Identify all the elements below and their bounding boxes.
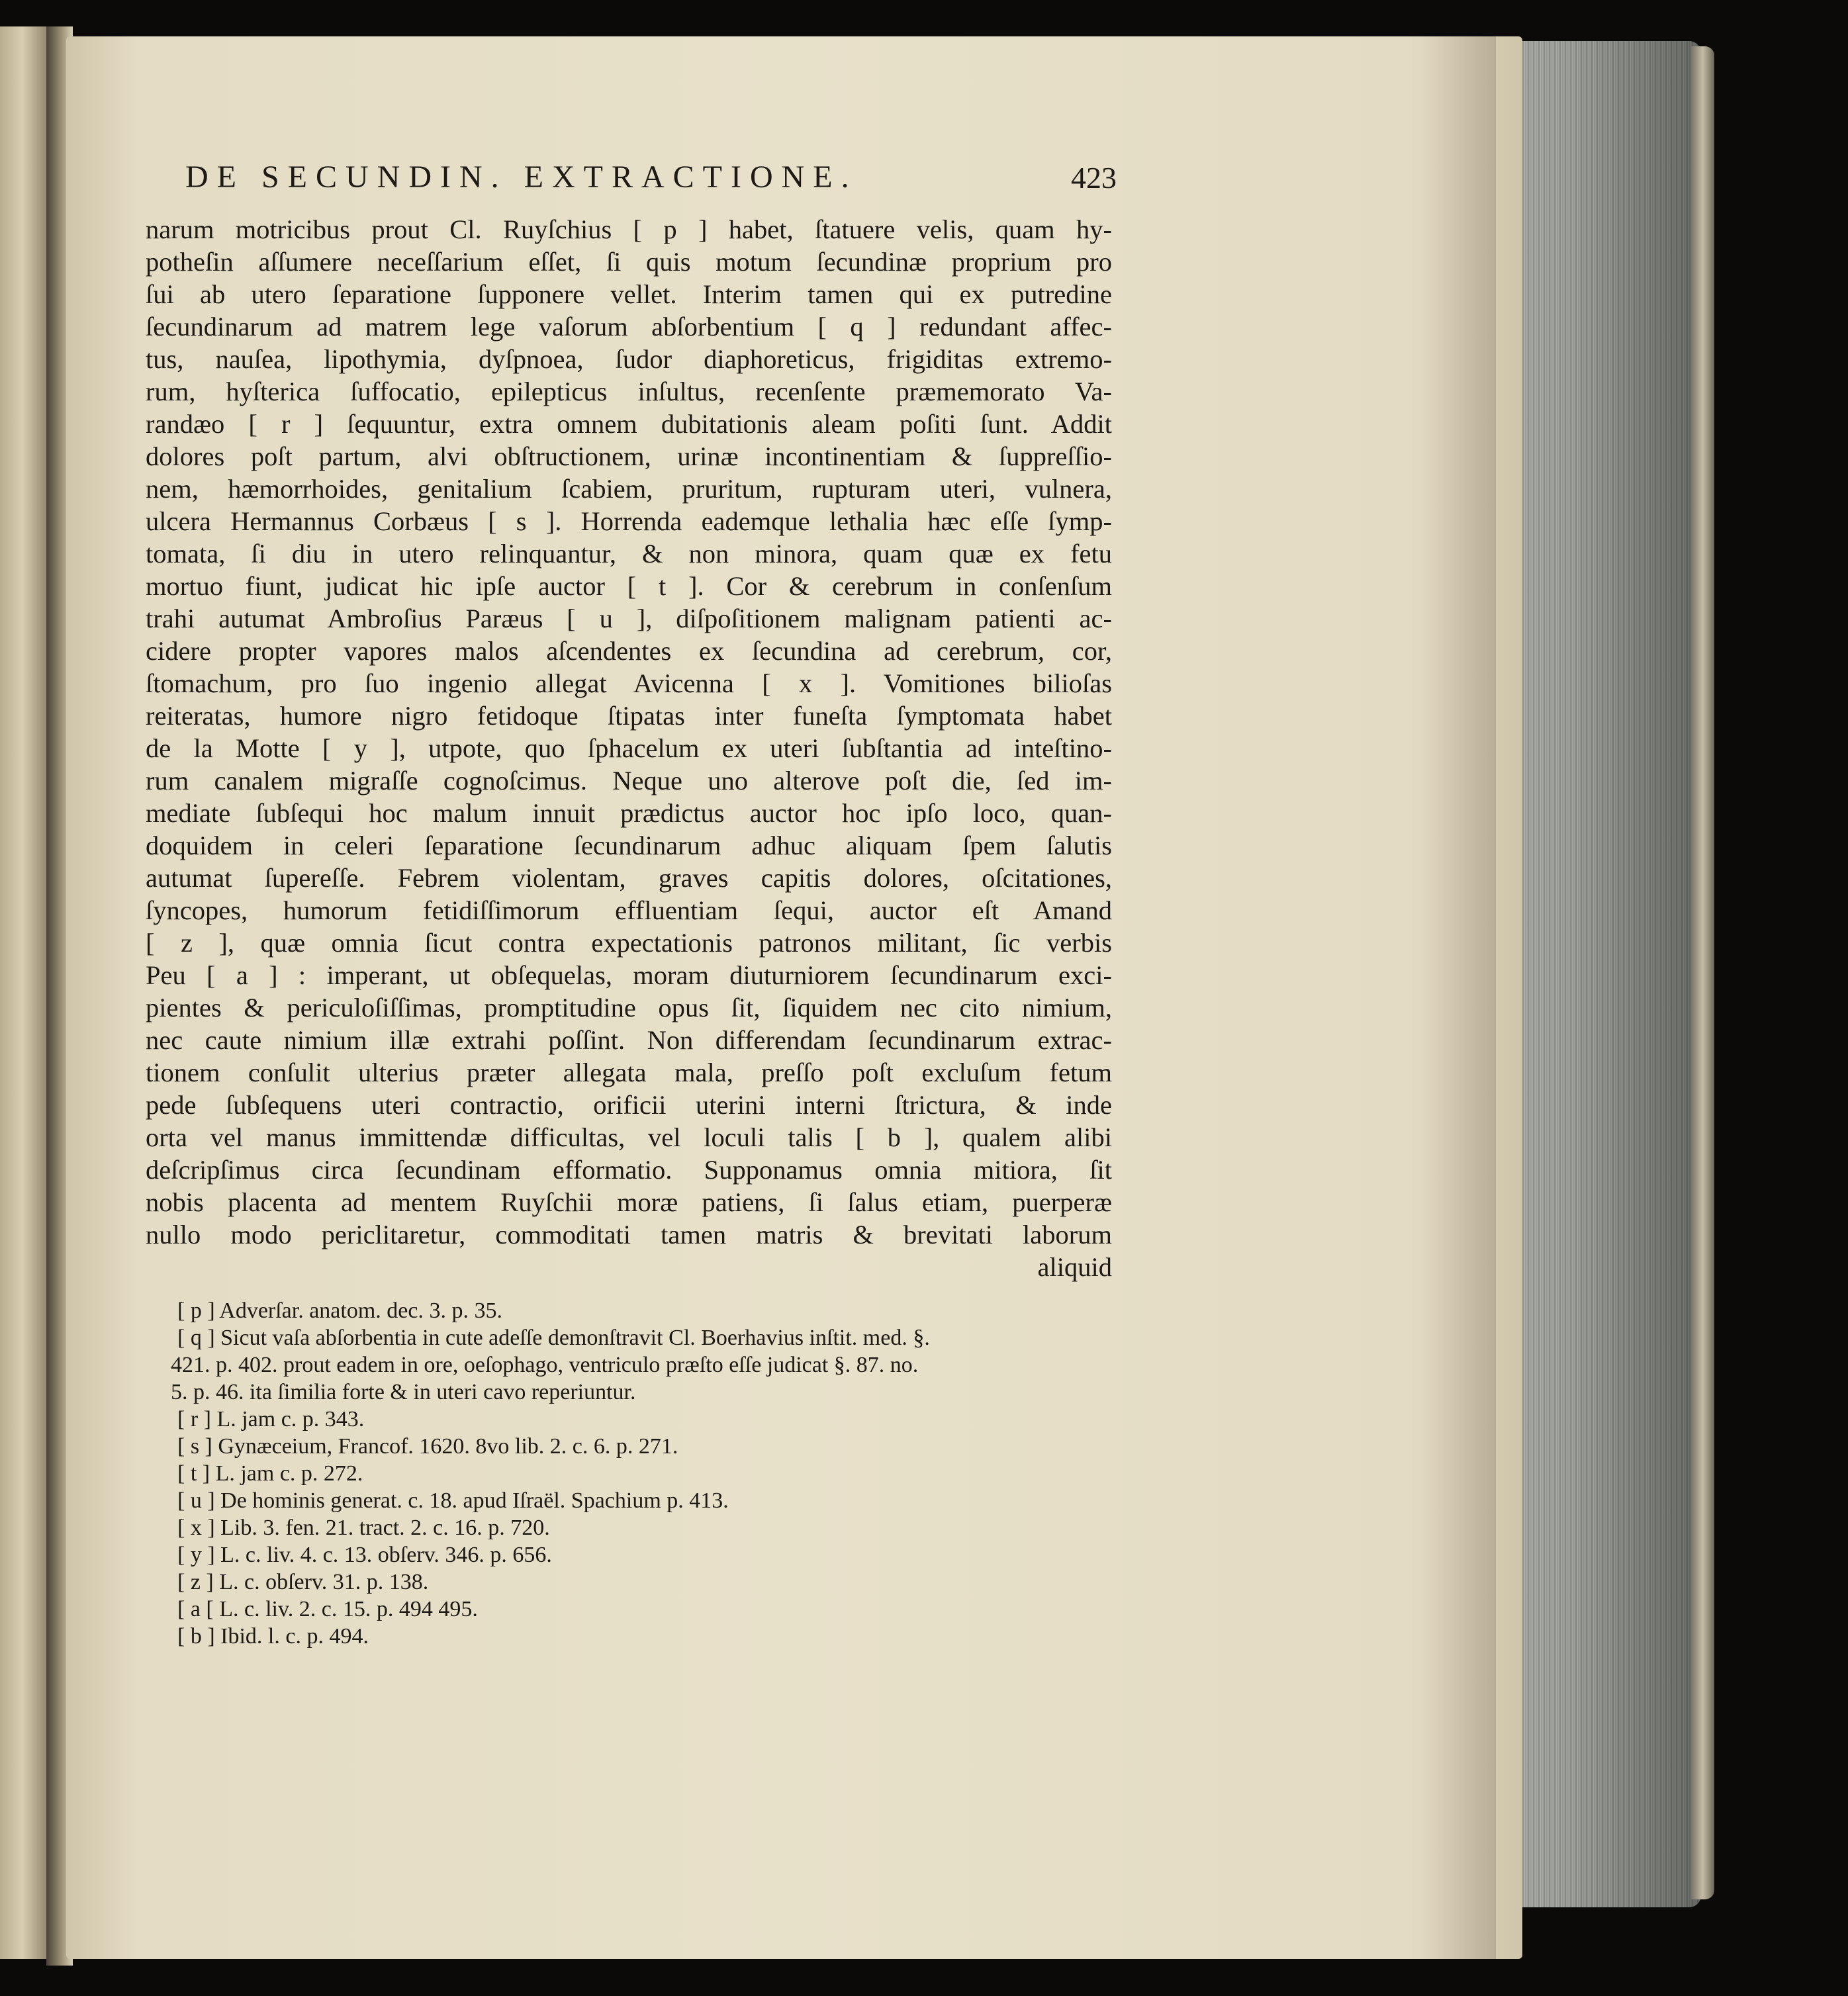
body-line: pede ſubſequens uteri contractio, orificii uterini interni ſtrictura, & inde [146, 1090, 1112, 1120]
footnote-continuation: 5. p. 46. ita ſimilia forte & in uteri cavo reperiuntur. [171, 1380, 636, 1404]
footnote: [ r ] L. jam c. p. 343. [177, 1407, 365, 1431]
footnote: [ a [ L. c. liv. 2. c. 15. p. 494 495. [177, 1597, 478, 1621]
body-line: ſtomachum, pro ſuo ingenio allegat Avicenna [ x ]. Vomitiones bilioſas [146, 668, 1112, 698]
footnote: [ t ] L. jam c. p. 272. [177, 1461, 363, 1486]
page-number: 423 [1071, 161, 1117, 195]
body-line: tomata, ſi diu in utero relinquantur, & non minora, quam quæ ex fetu [146, 539, 1112, 568]
body-line: randæo [ r ] ſequuntur, extra omnem dubitationis aleam poſiti ſunt. Addit [146, 409, 1112, 439]
body-line: tus, nauſea, lipothymia, dyſpnoea, ſudor diaphoreticus, frigiditas extremo- [146, 344, 1112, 374]
footnote: [ p ] Adverſar. anatom. dec. 3. p. 35. [177, 1298, 502, 1323]
body-line: mediate ſubſequi hoc malum innuit prædictus auctor hoc ipſo loco, quan- [146, 798, 1112, 828]
body-line: nullo modo periclitaretur, commoditati tamen matris & brevitati laborum [146, 1220, 1112, 1249]
footnote-continuation: 421. p. 402. prout eadem in ore, oeſophago, ventriculo præſto eſſe judicat §. 87. no. [171, 1353, 919, 1377]
body-line: ſyncopes, humorum fetidiſſimorum effluentiam ſequi, auctor eſt Amand [146, 895, 1112, 925]
previous-page-edge [0, 26, 50, 1959]
body-line: autumat ſupereſſe. Febrem violentam, graves capitis dolores, oſcitationes, [146, 863, 1112, 893]
footnote: [ s ] Gynæceium, Francof. 1620. 8vo lib. 2. c. 6. p. 271. [177, 1434, 678, 1459]
footnote: [ x ] Lib. 3. fen. 21. tract. 2. c. 16. p. 720. [177, 1516, 550, 1540]
body-line: doquidem in celeri ſeparatione ſecundinarum adhuc aliquam ſpem ſalutis [146, 831, 1112, 860]
body-line: ſecundinarum ad matrem lege vaſorum abſorbentium [ q ] redundant affec- [146, 312, 1112, 341]
body-line: nem, hæmorrhoides, genitalium ſcabiem, pruritum, rupturam uteri, vulnera, [146, 474, 1112, 504]
body-line: cidere propter vapores malos aſcendentes ex ſecundina ad cerebrum, cor, [146, 636, 1112, 666]
footnotes [171, 1297, 1117, 1650]
body-line: orta vel manus immittendæ difficultas, vel loculi talis [ b ], qualem alibi [146, 1122, 1112, 1152]
body-line: narum motricibus prout Cl. Ruyſchius [ p ] habet, ſtatuere velis, quam hy- [146, 214, 1112, 244]
body-line: deſcripſimus circa ſecundinam efformatio. Supponamus omnia mitiora, ſit [146, 1155, 1112, 1185]
footnote: [ u ] De hominis generat. c. 18. apud Iſraël. Spachium p. 413. [177, 1488, 729, 1513]
body-line: rum canalem migraſſe cognoſcimus. Neque uno alterove poſt die, ſed im- [146, 766, 1112, 795]
catchword: aliquid [1037, 1252, 1112, 1282]
body-line: trahi autumat Ambroſius Paræus [ u ], diſpoſitionem malignam patienti ac- [146, 604, 1112, 633]
body-line: potheſin aſſumere neceſſarium eſſet, ſi quis motum ſecundinæ proprium pro [146, 247, 1112, 277]
body-line: reiteratas, humore nigro fetidoque ſtipatas inter funeſta ſymptomata habet [146, 701, 1112, 731]
book-cover-edge [1691, 46, 1714, 1899]
running-title: DE SECUNDIN. EXTRACTIONE. [185, 159, 858, 195]
body-text [146, 213, 1112, 1283]
body-line: ſui ab utero ſeparatione ſupponere vellet. Interim tamen qui ex putredine [146, 279, 1112, 309]
body-line: nobis placenta ad mentem Ruyſchii moræ patiens, ſi ſalus etiam, puerperæ [146, 1187, 1112, 1217]
body-line: tionem conſulit ulterius præter allegata mala, preſſo poſt excluſum fetum [146, 1058, 1112, 1087]
footnote: [ b ] Ibid. l. c. p. 494. [177, 1624, 369, 1649]
body-line: rum, hyſterica ſuffocatio, epilepticus inſultus, recenſente præmemorato Va- [146, 377, 1112, 406]
body-line: de la Motte [ y ], utpote, quo ſphacelum ex uteri ſubſtantia ad inteſtino- [146, 733, 1112, 763]
body-line: pientes & periculoſiſſimas, promptitudine opus ſit, ſiquidem nec cito nimium, [146, 993, 1112, 1022]
page-curve-shadow [1423, 36, 1496, 1959]
footnote: [ z ] L. c. obſerv. 31. p. 138. [177, 1570, 429, 1594]
body-line: mortuo fiunt, judicat hic ipſe auctor [ t ]. Cor & cerebrum in conſenſum [146, 571, 1112, 601]
body-line: Peu [ a ] : imperant, ut obſequelas, moram diuturniorem ſecundinarum exci- [146, 960, 1112, 990]
footnote: [ q ] Sicut vaſa abſorbentia in cute adeſſe demonſtravit Cl. Boerhavius inſtit. med. §. [177, 1326, 930, 1350]
body-line: nec caute nimium illæ extrahi poſſint. Non differendam ſecundinarum extrac- [146, 1025, 1112, 1055]
body-line: [ z ], quæ omnia ſicut contra expectationis patronos militant, ſic verbis [146, 928, 1112, 958]
body-line: ulcera Hermannus Corbæus [ s ]. Horrenda eademque lethalia hæc eſſe ſymp- [146, 506, 1112, 536]
body-line: dolores poſt partum, alvi obſtructionem, urinæ incontinentiam & ſuppreſſio- [146, 441, 1112, 471]
footnote: [ y ] L. c. liv. 4. c. 13. obſerv. 346. p. 656. [177, 1543, 552, 1567]
